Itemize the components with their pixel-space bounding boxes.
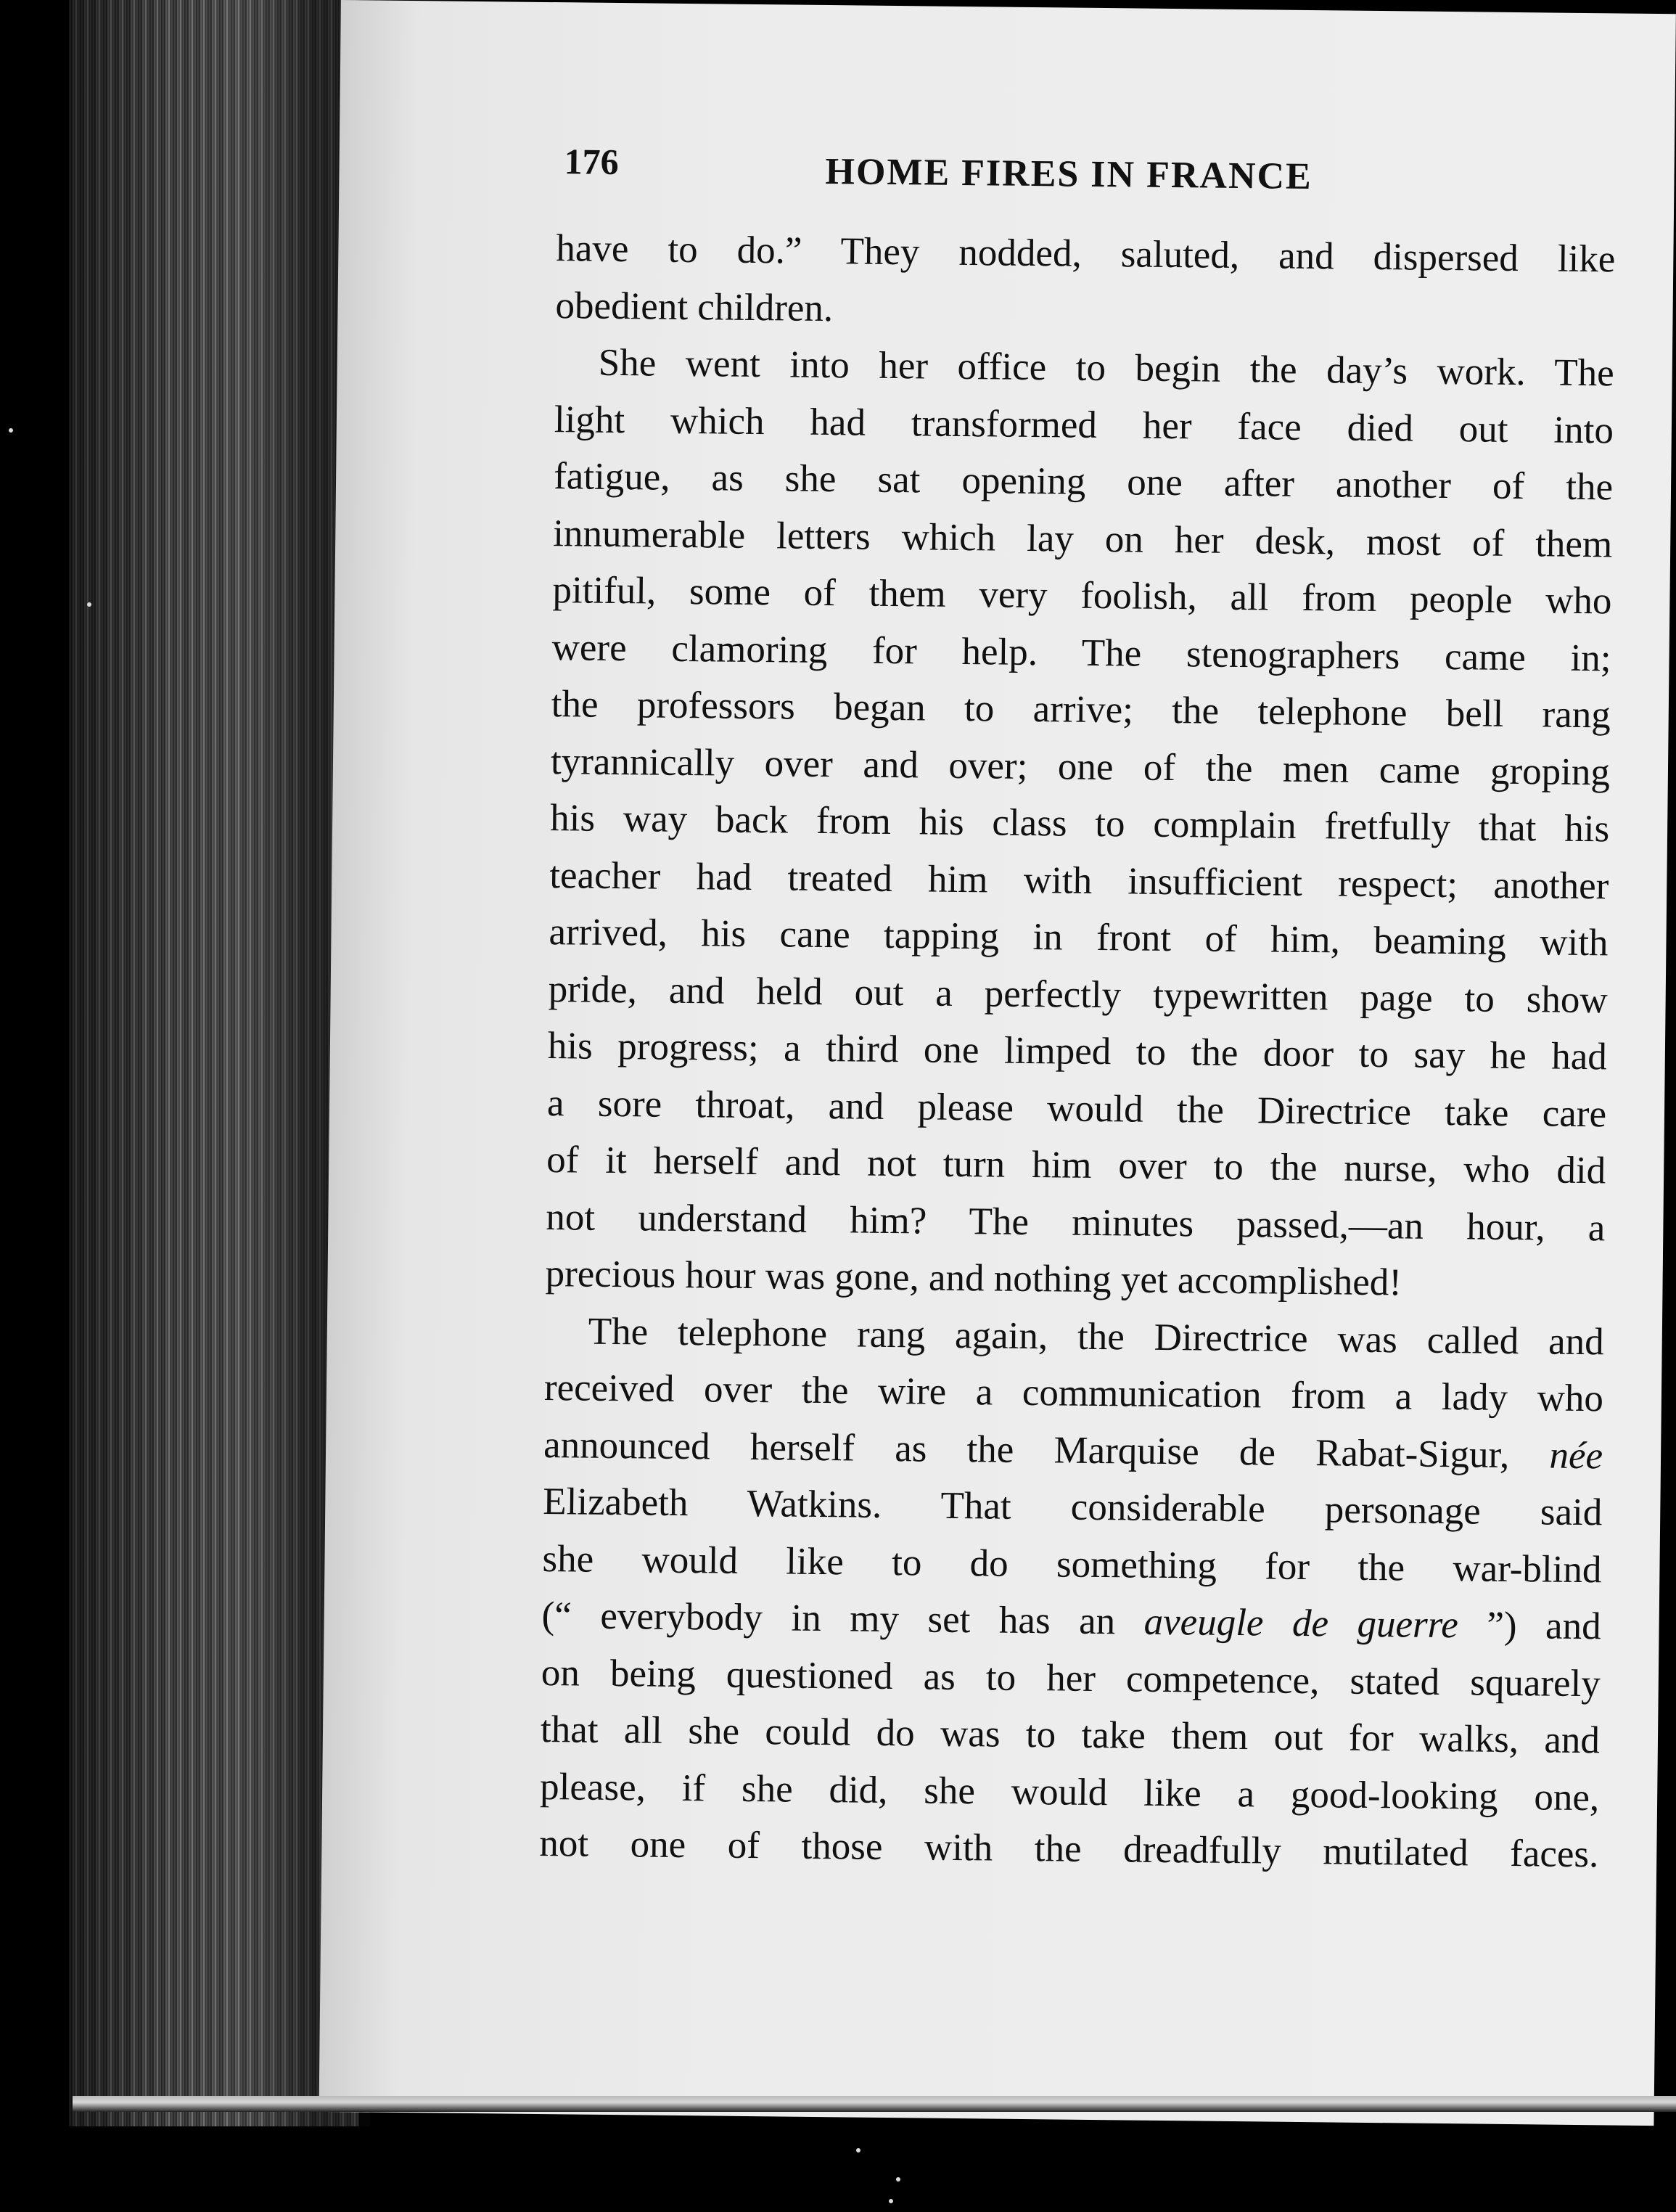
text-line-content: light which had transformed her face died out into xyxy=(554,398,1614,451)
italic-phrase: aveugle de guerre xyxy=(1143,1600,1459,1647)
text-line xyxy=(551,619,1611,687)
text-line-content: not one of those with the dreadfully mutilated faces. xyxy=(539,1822,1599,1876)
text-line-content: teacher had treated him with insufficient respect; another xyxy=(549,853,1609,907)
text-line-content: The telephone rang again, the Directrice was called and xyxy=(588,1310,1605,1363)
text-line xyxy=(541,1587,1601,1655)
text-line xyxy=(548,1017,1608,1086)
text-line-content: She went into her office to begin the day’s work. The xyxy=(598,341,1615,395)
text-line-content: innumerable letters which lay on her desk, most of them xyxy=(553,512,1613,565)
text-line-content: precious hour was gone, and nothing yet accomplished! xyxy=(545,1253,1402,1304)
page-number: 176 xyxy=(564,141,619,183)
text-line xyxy=(550,790,1610,858)
dust-speck xyxy=(896,2177,900,2182)
text-line xyxy=(541,1701,1601,1769)
text-line xyxy=(546,1189,1606,1257)
text-line-content: that all she could do was to take them out for walks, and xyxy=(540,1708,1601,1762)
dust-speck xyxy=(9,428,13,433)
text-line xyxy=(554,391,1614,459)
text-line xyxy=(555,277,1615,345)
dust-speck xyxy=(856,2148,860,2152)
text-line-content: a sore throat, and please would the Directrice take care xyxy=(546,1081,1607,1135)
text-line xyxy=(539,1815,1599,1883)
text-line-content: Elizabeth Watkins. That considerable personage said xyxy=(543,1480,1603,1534)
text-line xyxy=(551,676,1611,744)
text-line-content: arrived, his cane tapping in front of him, beaming with xyxy=(549,911,1609,964)
text-line xyxy=(543,1473,1603,1541)
text-line xyxy=(544,1359,1604,1427)
text-line xyxy=(545,1245,1605,1314)
text-line-content: of it herself and not turn him over to the nurse, who did xyxy=(546,1139,1606,1192)
text-line-content: (“ everybody in my set has an xyxy=(541,1594,1116,1643)
text-line-content: on being questioned as to her competence, stated squarely xyxy=(541,1651,1601,1705)
text-line-content: tyrannically over and over; one of the men came groping xyxy=(550,740,1611,793)
text-line xyxy=(551,733,1611,801)
italic-word: née xyxy=(1549,1434,1603,1477)
text-line xyxy=(552,562,1612,630)
text-line-content: received over the wire a communication from a lady who xyxy=(543,1367,1604,1420)
text-line-content: please, if she did, she would like a good-looking one, xyxy=(539,1765,1600,1819)
text-line xyxy=(549,847,1609,915)
text-line xyxy=(544,1303,1604,1371)
text-line xyxy=(543,1417,1603,1485)
text-line-content: not understand him? The minutes passed,—an hour, a xyxy=(546,1195,1606,1249)
text-line-content: the professors began to arrive; the telephone bell rang xyxy=(551,683,1611,737)
text-line xyxy=(553,505,1613,573)
running-head: HOME FIRES IN FRANCE xyxy=(825,151,1313,198)
text-line-content: his progress; a third one limped to the door to say he had xyxy=(547,1025,1608,1078)
text-line xyxy=(554,448,1614,516)
text-line-content: pitiful, some of them very foolish, all from people who xyxy=(552,569,1612,623)
text-line-content: his way back from his class to complain fretfully that his xyxy=(549,797,1610,851)
text-line-content: were clamoring for help. The stenographers came in; xyxy=(551,626,1611,679)
text-line xyxy=(554,334,1614,402)
text-line xyxy=(549,904,1609,972)
page-header xyxy=(564,140,1653,210)
text-line-tail: ”) and xyxy=(1487,1604,1601,1648)
text-line-content: she would like to do something for the war-blind xyxy=(542,1537,1602,1591)
text-line-content: fatigue, as she sat opening one after another of the xyxy=(553,455,1614,509)
text-line xyxy=(540,1758,1600,1827)
text-line xyxy=(546,1131,1606,1200)
text-line xyxy=(547,1075,1607,1143)
text-line xyxy=(548,961,1608,1029)
text-line-content: announced herself as the Marquise de Rabat-Sigur, xyxy=(543,1423,1510,1476)
dust-speck xyxy=(87,602,91,607)
text-line-content: have to do.” They nodded, saluted, and dispersed like xyxy=(556,227,1616,281)
text-line xyxy=(556,220,1616,288)
text-line-content: pride, and held out a perfectly typewritten page to show xyxy=(548,967,1608,1021)
text-line xyxy=(541,1644,1601,1713)
printed-page xyxy=(319,0,1676,2126)
page-bottom-edge xyxy=(73,2096,1676,2112)
text-line-content: obedient children. xyxy=(555,284,834,329)
text-line xyxy=(542,1531,1602,1599)
dust-speck xyxy=(889,2199,893,2203)
body-text xyxy=(539,220,1616,1883)
